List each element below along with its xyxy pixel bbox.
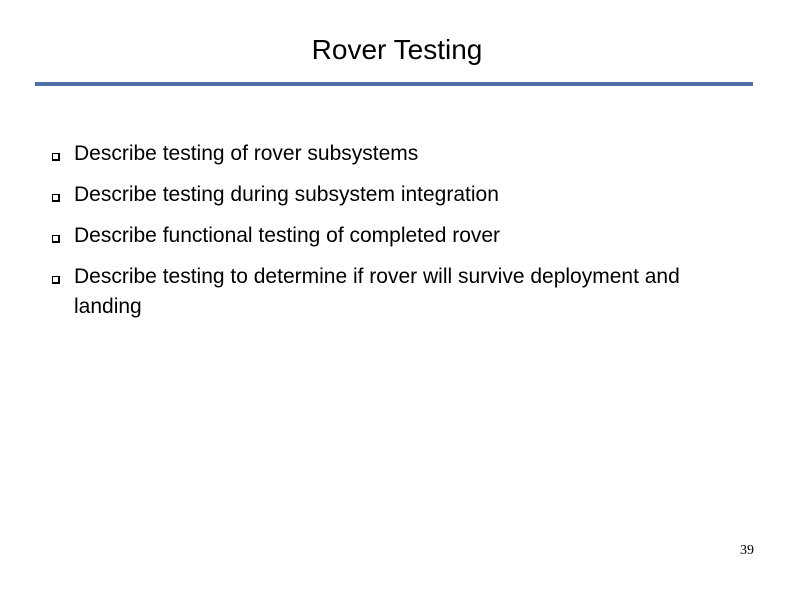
list-item (52, 262, 752, 322)
bullet-text: Describe testing during subsystem integration (74, 183, 499, 206)
square-bullet-icon (52, 153, 60, 161)
list-item (52, 139, 752, 169)
list-item (52, 221, 752, 251)
square-bullet-icon (52, 194, 60, 202)
page-number: 39 (740, 543, 754, 558)
title-divider (35, 82, 753, 86)
square-bullet-icon (52, 276, 60, 284)
bullet-text: Describe testing of rover subsystems (74, 142, 419, 165)
bullet-text: Describe testing to determine if rover will survive deployment and landing (74, 265, 680, 318)
bullet-text: Describe functional testing of completed rover (74, 224, 501, 247)
slide-title: Rover Testing (311, 34, 483, 65)
square-bullet-icon (52, 235, 60, 243)
list-item (52, 180, 752, 210)
bullet-list (52, 139, 752, 333)
